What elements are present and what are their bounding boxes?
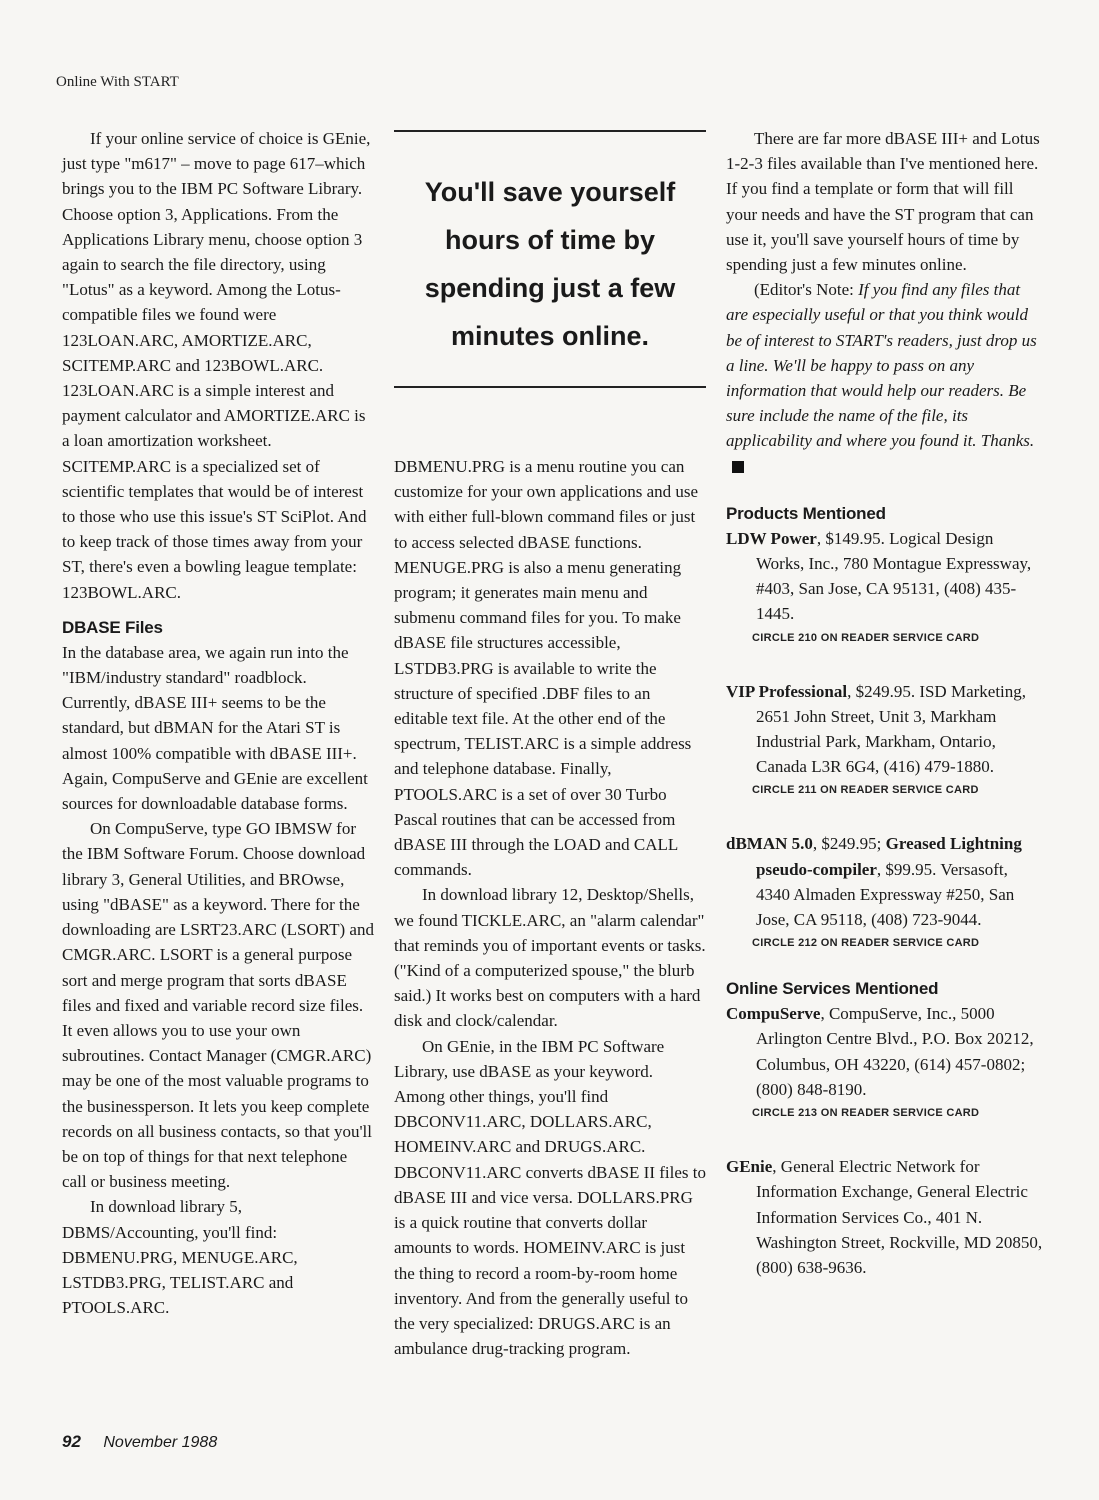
body-paragraph: In download library 5, DBMS/Accounting, you'll find: DBMENU.PRG, MENUGE.ARC, LSTDB3.PRG, TELIST.ARC and PTOOLS.ARC. bbox=[62, 1197, 298, 1318]
service-name: GEnie bbox=[726, 1157, 773, 1177]
reader-service-note: CIRCLE 210 ON READER SERVICE CARD bbox=[752, 631, 980, 644]
column-3 bbox=[726, 126, 1044, 1280]
running-header: Online With START bbox=[56, 74, 179, 90]
editors-note-text: If you find any files that are especially useful or that you think would be of interest to START's readers, just drop us a line. We'll be happy to pass on any information that would help our readers. Be sure include the name of the file, its applicability and where you found it. Thanks. bbox=[726, 280, 1037, 451]
body-paragraph: If your online service of choice is GEnie, just type "m617" – move to page 617–which brings you to the IBM PC Software Library. Choose option 3, Applications. From the Applications Library menu, choose option 3 again to search the file directory, using "Lotus" as a keyword. Among the Lotus-compatible files we found were 123LOAN.ARC, AMORTIZE.ARC, SCITEMP.ARC and 123BOWL.ARC. 123LOAN.ARC is a simple interest and payment calculator and AMORTIZE.ARC is a loan amortization worksheet. SCITEMP.ARC is a specialized set of scientific templates that would be of interest to those who use this issue's ST SciPlot. And to keep track of those times away from your ST, there's even a bowling league template: 123BOWL.ARC. bbox=[62, 129, 371, 602]
section-heading-products: Products Mentioned bbox=[726, 503, 886, 523]
body-paragraph: There are far more dBASE III+ and Lotus 1-2-3 files available than I've mentioned here. If you find a template or form that will fill your needs and have the ST program that can use it, you'll save yourself hours of time by spending just a few minutes online. bbox=[726, 129, 1040, 275]
section-heading-dbase-files: DBASE Files bbox=[62, 617, 163, 637]
product-entry bbox=[726, 679, 1044, 780]
body-paragraph: In the database area, we again run into the "IBM/industry standard" roadblock. Currently, dBASE III+ seems to be the standard, but dBMAN for the Atari ST is almost 100% compatible with dBASE III+. Again, CompuServe and GEnie are excellent sources for downloadable database forms. bbox=[62, 642, 368, 814]
pull-quote bbox=[394, 130, 706, 400]
issue-date: November 1988 bbox=[103, 1434, 218, 1451]
reader-service-note: CIRCLE 213 ON READER SERVICE CARD bbox=[752, 1107, 980, 1120]
editors-note-lead: (Editor's Note: bbox=[754, 280, 859, 300]
service-entry bbox=[726, 1154, 1044, 1280]
editors-note bbox=[726, 277, 1044, 479]
reader-service-note: CIRCLE 211 ON READER SERVICE CARD bbox=[752, 784, 979, 797]
page-footer bbox=[62, 1432, 217, 1452]
product-name: dBMAN 5.0 bbox=[726, 834, 813, 854]
column-1 bbox=[62, 126, 374, 1320]
service-entry bbox=[726, 1001, 1044, 1102]
product-name: VIP Professional bbox=[726, 681, 848, 701]
product-details: , $149.95. Logical Design Works, Inc., 780 Montague Expressway, #403, San Jose, CA 95131, (408) 435-1445. bbox=[756, 528, 1032, 624]
product-name: Greased Lightning pseudo-compiler bbox=[756, 834, 1022, 879]
service-details: , General Electric Network for Information Exchange, General Electric Information Services Co., 401 N. Washington Street, Rockville, MD 20850, (800) 638-9636. bbox=[756, 1157, 1043, 1277]
service-details: , CompuServe, Inc., 5000 Arlington Centre Blvd., P.O. Box 20212, Columbus, OH 43220, (614) 457-0802; (800) 848-8190. bbox=[756, 1004, 1034, 1099]
page-number: 92 bbox=[62, 1432, 81, 1451]
pull-quote-text: You'll save yourself hours of time by spending just a few minutes online. bbox=[424, 177, 676, 351]
section-heading-online-services: Online Services Mentioned bbox=[726, 979, 939, 999]
product-name: LDW Power bbox=[726, 528, 817, 548]
end-mark-icon bbox=[732, 461, 744, 473]
product-entry bbox=[726, 831, 1044, 932]
product-entry bbox=[726, 526, 1044, 627]
body-paragraph: On CompuServe, type GO IBMSW for the IBM Software Forum. Choose download library 3, General Utilities, and BROwse, using "dBASE" as a keyword. There for the downloading are LSRT23.ARC (LSORT) and CMGR.ARC. LSORT is a general purpose sort and merge program that sorts dBASE files and fixed and variable record size files. It even allows you to use your own subroutines. Contact Manager (CMGR.ARC) may be one of the most valuable programs to the businessperson. It lets you keep complete records on all business contacts, so that you'll be on top of things for that next telephone call or business meeting. bbox=[62, 819, 374, 1192]
column-2 bbox=[394, 454, 706, 1361]
body-paragraph: DBMENU.PRG is a menu routine you can customize for your own applications and use with either full-blown command files or just to access selected dBASE functions. MENUGE.PRG is also a menu generating program; it generates main menu and submenu command files for you. To make dBASE file structures accessible, LSTDB3.PRG is available to write the structure of specified .DBF files to an editable text file. At the other end of the spectrum, TELIST.ARC is a simple address and telephone database. Finally, PTOOLS.ARC is a set of over 30 Turbo Pascal routines that can be accessed from dBASE III through the LOAD and CALL commands. bbox=[394, 457, 699, 880]
reader-service-note: CIRCLE 212 ON READER SERVICE CARD bbox=[752, 937, 980, 950]
product-price: , $249.95; bbox=[812, 834, 886, 854]
body-paragraph: On GEnie, in the IBM PC Software Library, use dBASE as your keyword. Among other things, you'll find DBCONV11.ARC, DOLLARS.ARC, HOMEINV.ARC and DRUGS.ARC. DBCONV11.ARC converts dBASE II files to dBASE III and vice versa. DOLLARS.PRG is a quick routine that converts dollar amounts to words. HOMEINV.ARC is just the thing to record a room-by-room home inventory. And from the generally useful to the very specialized: DRUGS.ARC is an ambulance drug-tracking program. bbox=[394, 1036, 706, 1359]
service-name: CompuServe bbox=[726, 1004, 821, 1024]
pull-quote-bottom-rule bbox=[394, 386, 706, 388]
product-details: , $99.95. Versasoft, 4340 Almaden Expressway #250, San Jose, CA 95118, (408) 723-9044. bbox=[756, 859, 1015, 930]
body-paragraph: In download library 12, Desktop/Shells, we found TICKLE.ARC, an "alarm calendar" that reminds you of important events or tasks. ("Kind of a computerized spouse," the blurb said.) It works best on computers with a hard disk and clock/calendar. bbox=[394, 885, 706, 1031]
product-details: , $249.95. ISD Marketing, 2651 John Street, Unit 3, Markham Industrial Park, Markham, Ontario, Canada L3R 6G4, (416) 479-1880. bbox=[756, 681, 1027, 777]
